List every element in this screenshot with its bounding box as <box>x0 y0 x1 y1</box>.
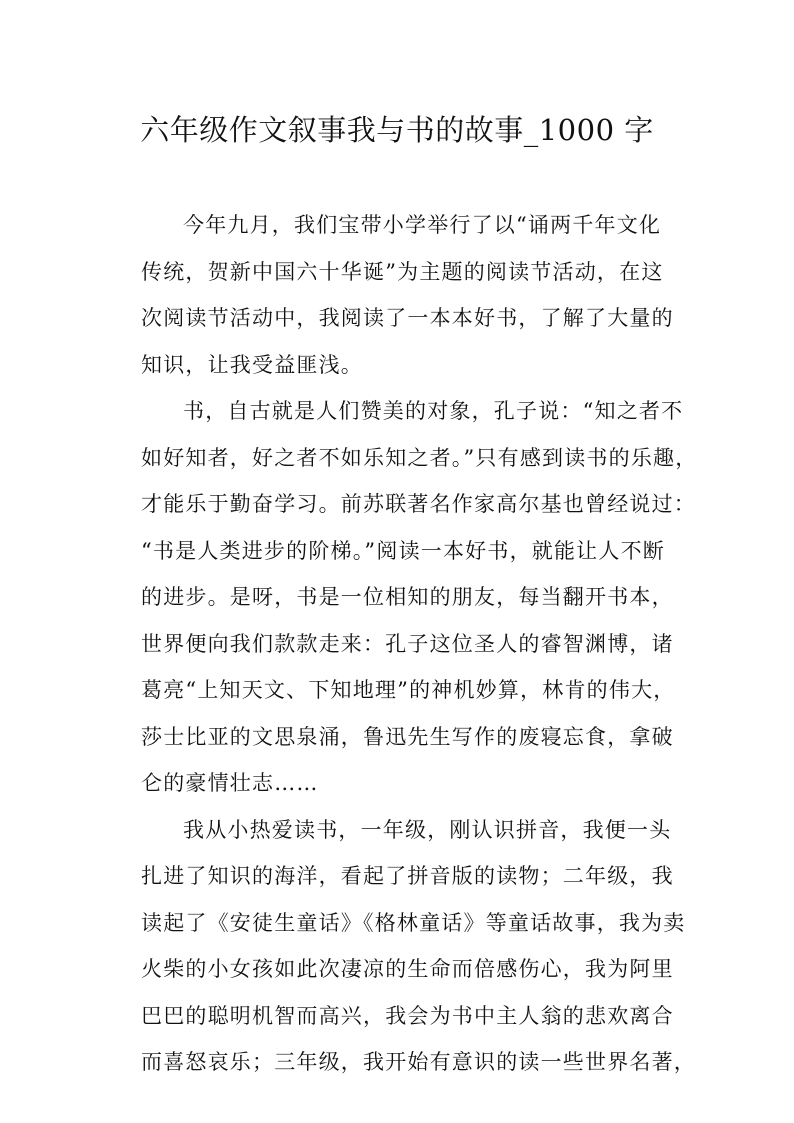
paragraph-3-line-6: 而喜怒哀乐；三年级，我开始有意识的读一些世界名著， <box>141 1050 696 1074</box>
paragraph-2-line-8: 莎士比亚的文思泉涌，鲁迅先生写作的废寝忘食，拿破 <box>141 724 674 749</box>
paragraph-3-line-3: 读起了《安徒生童话》《格林童话》等童话故事，我为卖 <box>141 910 686 935</box>
paragraph-2-line-9: 仑的豪情壮志…… <box>141 771 319 795</box>
paragraph-2-line-1: 书，自古就是人们赞美的对象，孔子说：“知之者不 <box>183 399 684 423</box>
paragraph-2-line-2: 如好知者，好之者不如乐知之者。”只有感到读书的乐趣， <box>141 445 698 470</box>
document-title: 六年级作文叙事我与书的故事_1000 字 <box>140 113 654 147</box>
paragraph-1-line-2: 传统，贺新中国六十华诞”为主题的阅读节活动，在这 <box>141 259 664 284</box>
paragraph-2-line-5: 的进步。是呀，书是一位相知的朋友，每当翻开书本， <box>141 585 674 609</box>
paragraph-3-line-2: 扎进了知识的海洋，看起了拼音版的读物；二年级，我 <box>141 864 674 888</box>
paragraph-1-line-1: 今年九月，我们宝带小学举行了以“诵两千年文化 <box>183 213 662 237</box>
paragraph-3-line-1: 我从小热爱读书，一年级，刚认识拼音，我便一头 <box>183 817 672 842</box>
paragraph-2-line-6: 世界便向我们款款走来：孔子这位圣人的睿智渊博，诸 <box>141 631 674 656</box>
paragraph-3-line-5: 巴巴的聪明机智而高兴，我会为书中主人翁的悲欢离合 <box>141 1003 674 1028</box>
paragraph-2-line-4: “书是人类进步的阶梯。”阅读一本好书，就能让人不断 <box>141 538 665 563</box>
paragraph-1-line-4: 知识，让我受益匪浅。 <box>141 352 363 377</box>
paragraph-2-line-3: 才能乐于勤奋学习。前苏联著名作家高尔基也曾经说过： <box>141 492 696 516</box>
paragraph-1-line-3: 次阅读节活动中，我阅读了一本本好书，了解了大量的 <box>141 306 674 330</box>
paragraph-3-line-4: 火柴的小女孩如此次凄凉的生命而倍感伤心，我为阿里 <box>141 957 674 981</box>
essay-body <box>141 202 698 1086</box>
paragraph-2-line-7: 葛亮“上知天文、下知地理”的神机妙算，林肯的伟大， <box>141 678 676 702</box>
